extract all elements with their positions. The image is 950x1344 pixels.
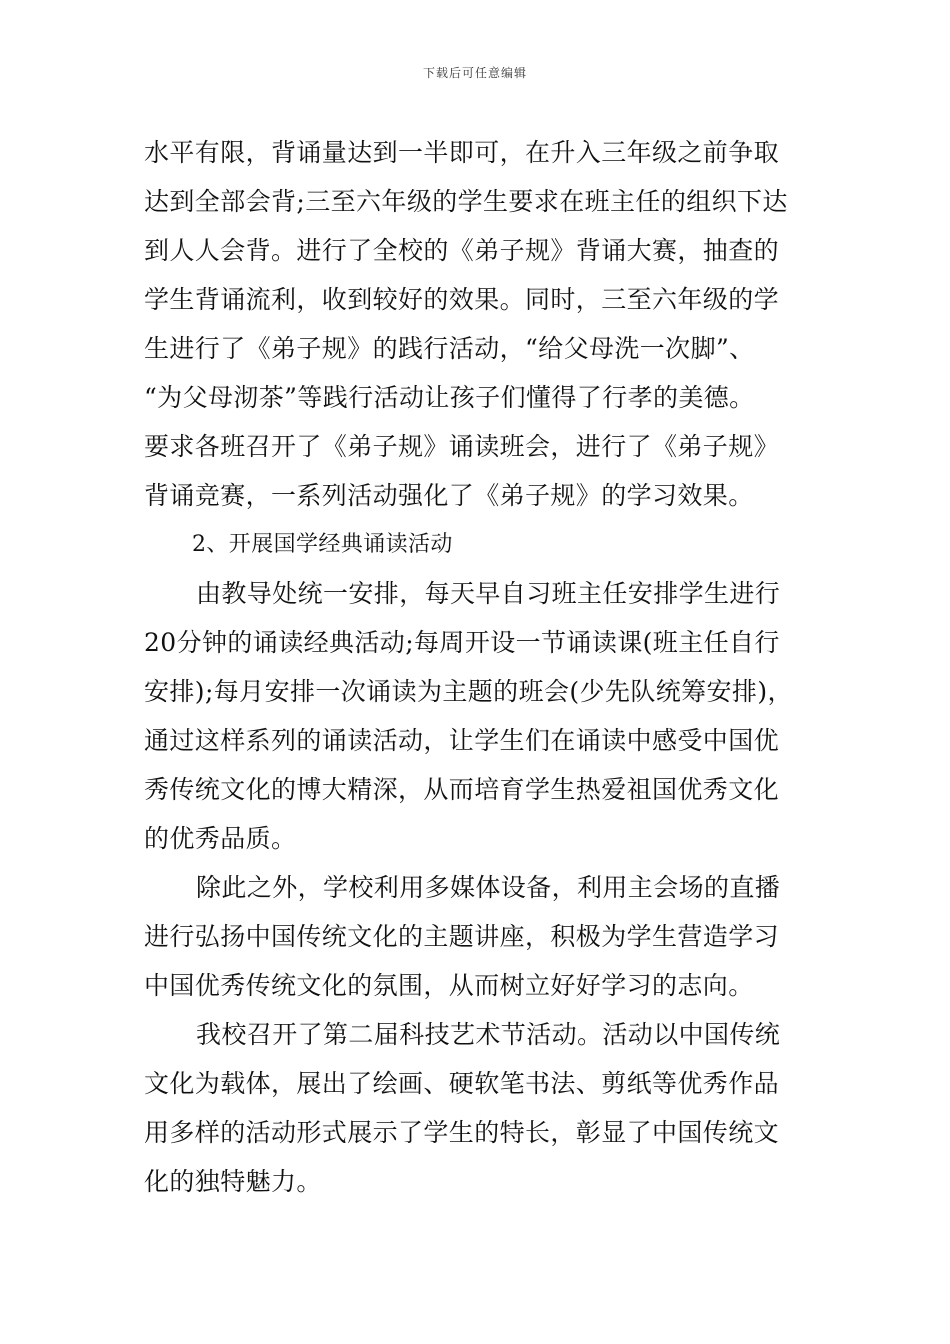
document-body: [144, 128, 810, 1206]
text-line: 通过这样系列的诵读活动，让学生们在诵读中感受中国优: [144, 726, 780, 755]
text-line: 的优秀品质。: [144, 824, 297, 853]
page-header: 下载后可任意编辑: [422, 66, 527, 80]
text-line: 到人人会背。进行了全校的《弟子规》背诵大赛，抽查的: [144, 236, 780, 265]
text-line: 我校召开了第二届科技艺术节活动。活动以中国传统: [196, 1020, 781, 1049]
text-line: 秀传统文化的博大精深，从而培育学生热爱祖国优秀文化: [144, 775, 780, 804]
text-line: 生进行了《弟子规》的践行活动，“给父母洗一次脚”、: [144, 334, 755, 363]
text-line: 中国优秀传统文化的氛围，从而树立好好学习的志向。: [144, 971, 754, 1000]
text-line: 由教导处统一安排，每天早自习班主任安排学生进行: [196, 579, 781, 608]
paragraph-classics-reading: [144, 569, 810, 863]
paragraph-art-festival: [144, 1010, 810, 1206]
text-line: 化的独特魅力。: [144, 1167, 322, 1196]
paragraph-dizigui-recitation: [144, 128, 810, 520]
text-line: 要求各班召开了《弟子规》诵读班会，进行了《弟子规》: [144, 432, 780, 461]
text-line: 文化为载体，展出了绘画、硬软笔书法、剪纸等优秀作品: [144, 1069, 780, 1098]
text-line: 安排);每月安排一次诵读为主题的班会(少先队统筹安排)，: [144, 677, 793, 706]
text-line: 进行弘扬中国传统文化的主题讲座，积极为学生营造学习: [144, 922, 780, 951]
text-line: 用多样的活动形式展示了学生的特长，彰显了中国传统文: [144, 1118, 780, 1147]
text-line: “为父母沏茶”等践行活动让孩子们懂得了行孝的美德。: [144, 383, 755, 412]
text-line: 达到全部会背;三至六年级的学生要求在班主任的组织下达: [144, 187, 788, 216]
text-line: 水平有限，背诵量达到一半即可，在升入三年级之前争取: [144, 138, 780, 167]
text-line: 背诵竞赛，一系列活动强化了《弟子规》的学习效果。: [144, 481, 754, 510]
text-line: 学生背诵流利，收到较好的效果。同时，三至六年级的学: [144, 285, 780, 314]
paragraph-multimedia-lectures: [144, 863, 810, 1010]
text-line: 除此之外，学校利用多媒体设备，利用主会场的直播: [196, 873, 781, 902]
text-line: 20分钟的诵读经典活动;每周开设一节诵读课(班主任自行: [144, 628, 780, 657]
section-heading: 2、开展国学经典诵读活动: [192, 532, 453, 557]
